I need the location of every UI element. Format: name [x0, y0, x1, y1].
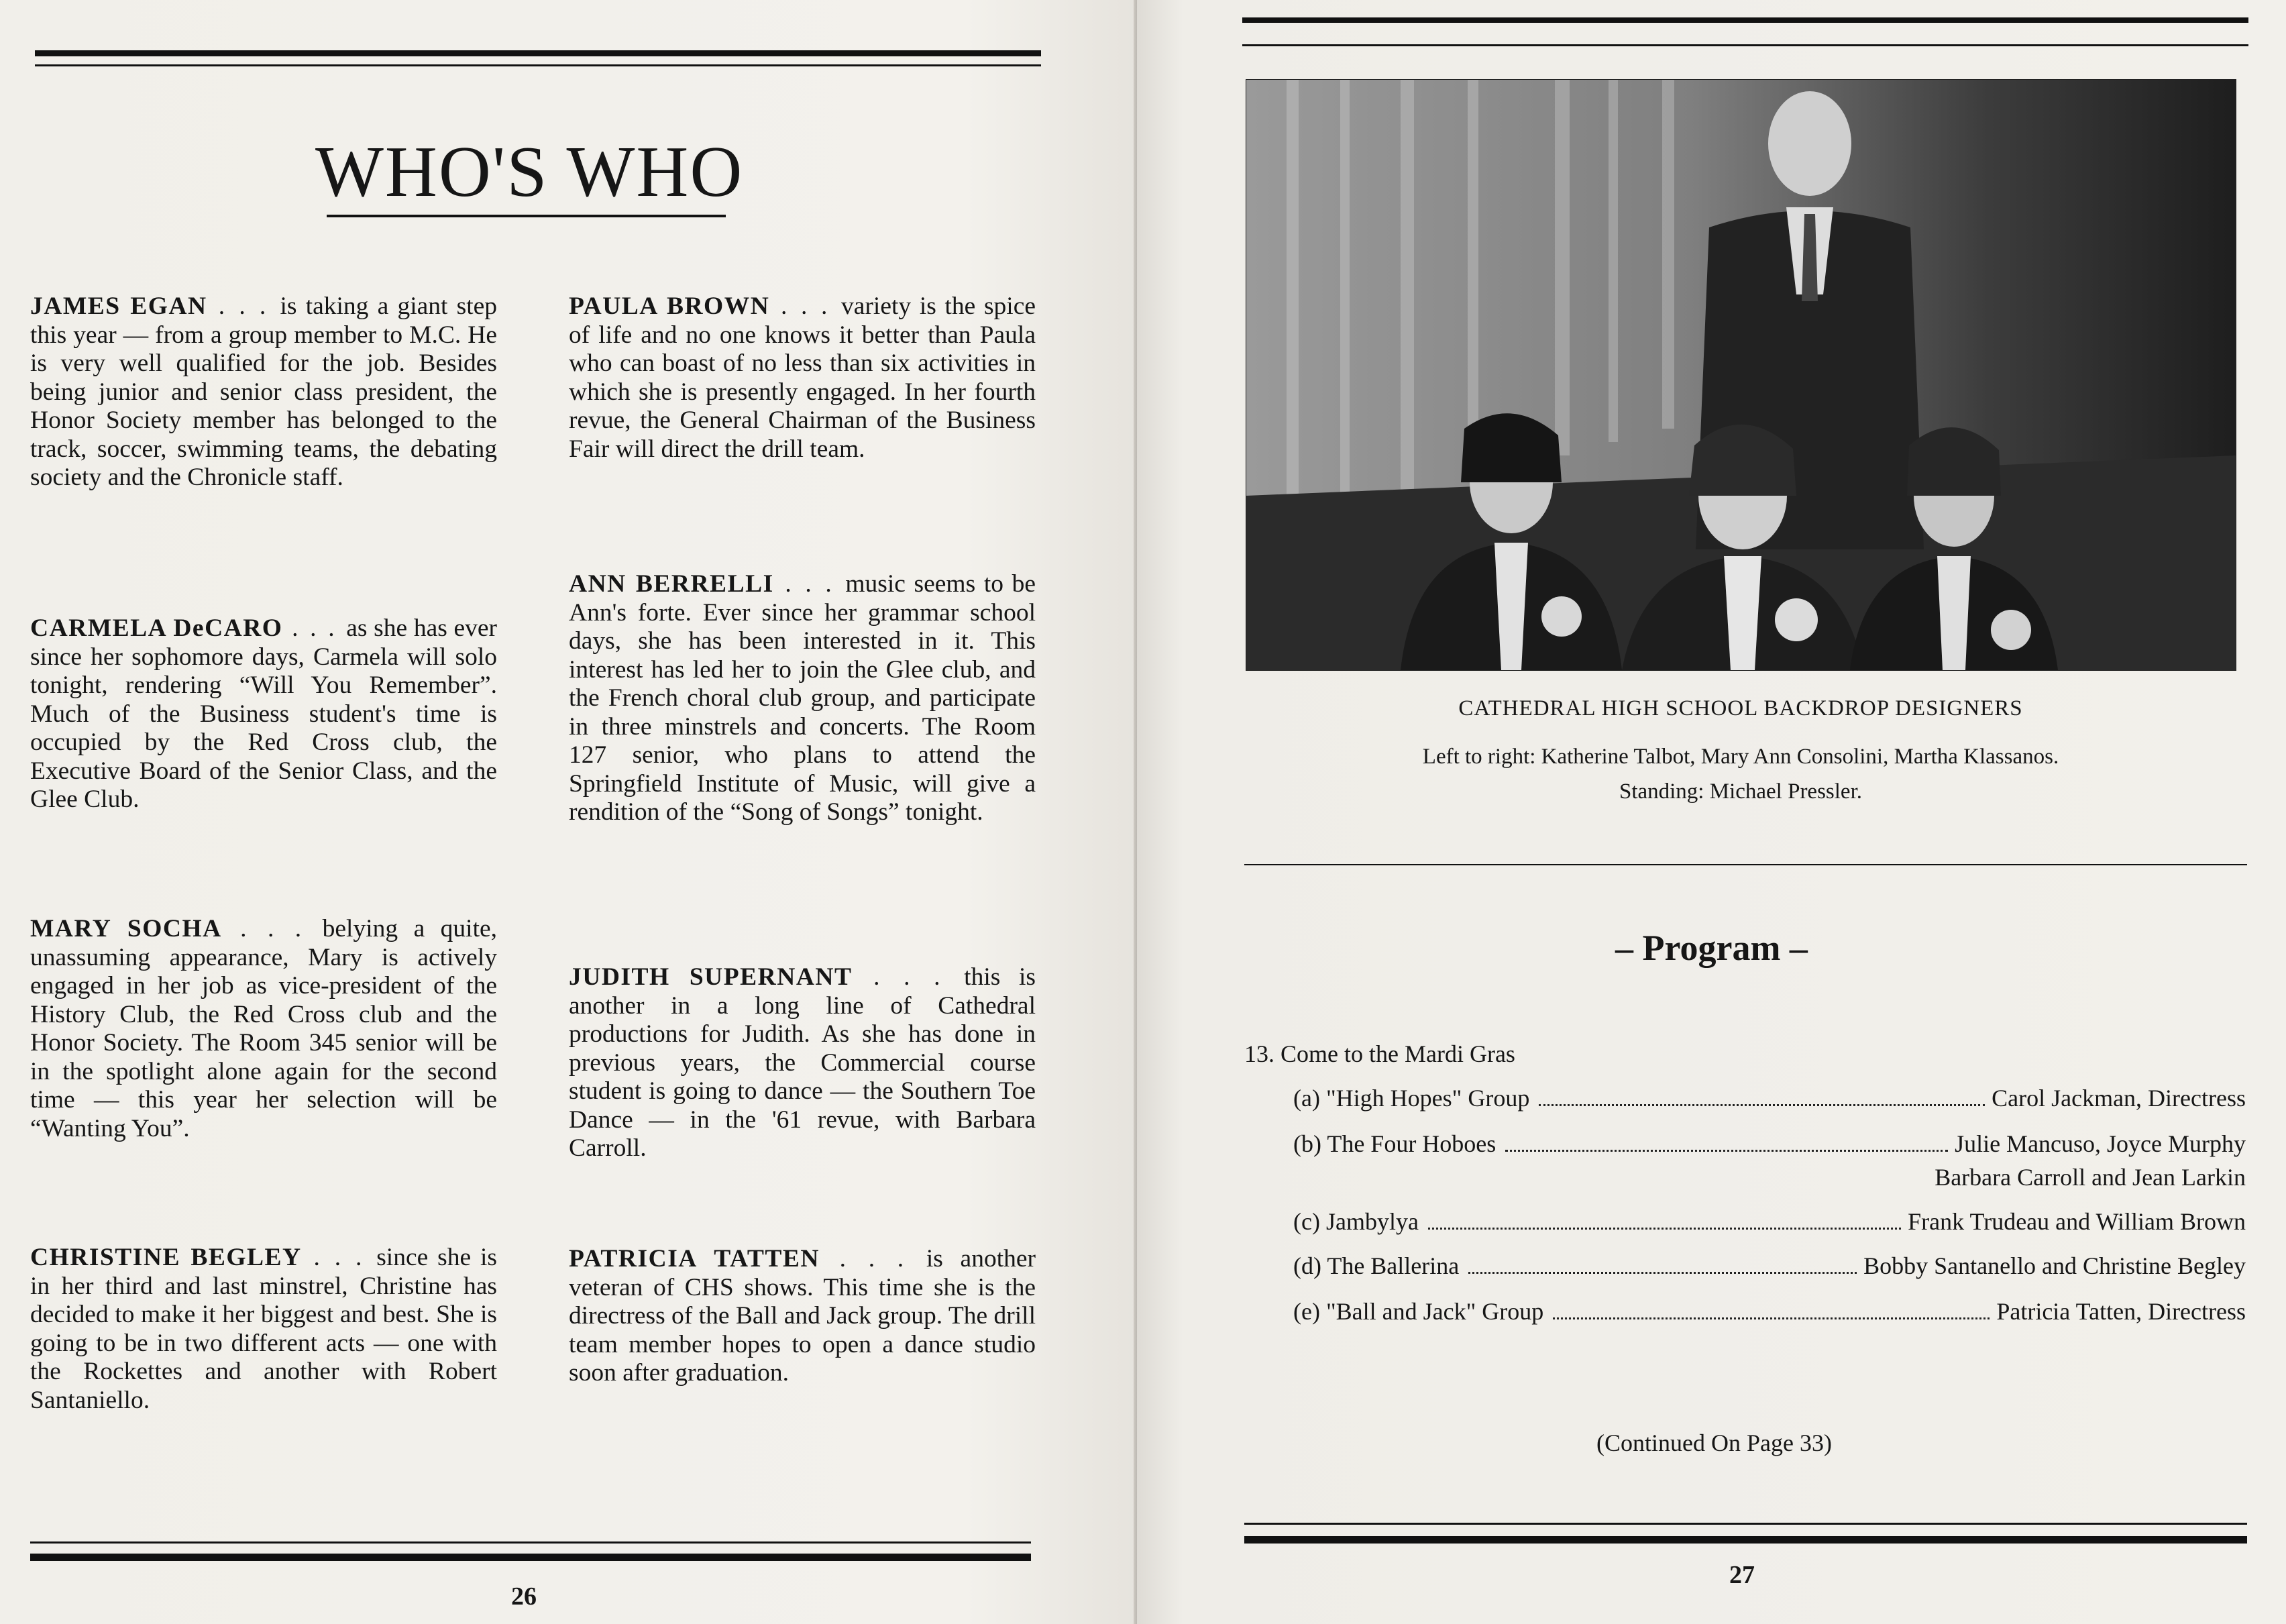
bio-text: is another veteran of CHS shows. This time she is the directress of the Ball and Jack group. The drill team member hopes to open a dance studio soon after graduation.	[569, 1245, 1036, 1387]
bio-text: since she is in her third and last minstrel, Christine has decided to make it her biggest and best. She is going to be in two different acts — one with the Rockettes and another with Robert Santaniello.	[30, 1244, 497, 1414]
act-title: (a) "High Hopes" Group	[1293, 1085, 1530, 1112]
top-rule-thin	[1242, 44, 2248, 46]
continued-note: (Continued On Page 33)	[1596, 1429, 1832, 1456]
dot-leader	[1553, 1317, 1990, 1319]
page-title: WHO'S WHO	[315, 132, 744, 212]
bio-entry: JUDITH SUPERNANT . . . this is another in a long line of Cathedral productions for Judith. As she has done in previous years, the Commercial course student is going to dance — the Southern Toe Dance — in the '61 revue, with Barbara Carroll.	[569, 963, 1036, 1162]
left-page	[0, 0, 1137, 1624]
bio-text: this is another in a long line of Cathedral productions for Judith. As she has done in previous years, the Commercial course student is going to dance — the Southern Toe Dance — in the '61 revue, with Barbara Carroll.	[569, 963, 1036, 1162]
photo-caption-title: CATHEDRAL HIGH SCHOOL BACKDROP DESIGNERS	[1458, 696, 2023, 720]
title-underline	[327, 215, 726, 217]
top-rule-thick	[1242, 17, 2248, 23]
bio-name: PATRICIA TATTEN	[569, 1245, 820, 1273]
photo-caption-names: Left to right: Katherine Talbot, Mary Ann Consolini, Martha Klassanos.	[1422, 745, 2059, 769]
bottom-rule-thin	[30, 1541, 1031, 1544]
page-number: 27	[1729, 1561, 1755, 1589]
bio-text: variety is the spice of life and no one knows it better than Paula who can boast of no less than six activities in which she is presently engaged. In her fourth revue, the General Chairman of the Business Fair will direct the drill team.	[569, 292, 1036, 463]
dot-leader	[1468, 1272, 1857, 1274]
bio-name: MARY SOCHA	[30, 915, 222, 942]
program-item-13: 13. Come to the Mardi Gras	[1244, 1040, 1515, 1067]
dot-leader	[1505, 1150, 1948, 1152]
bio-entry: JAMES EGAN . . . is taking a giant step this year — from a group member to M.C. He is very well qualified for the job. Besides being junior and senior class president, the Honor Society member has belonged to the track, soccer, swimming teams, the debating society and the Chronicle staff.	[30, 292, 498, 491]
bio-text: music seems to be Ann's forte. Ever since her grammar school days, she has been interested in it. This interest has led her to join the Glee club, and the French choral club group, and participate in three minstrels and concerts. The Room 127 senior, who plans to attend the Springfield Institute of Music, will give a rendition of the “Song of Songs” tonight.	[569, 570, 1036, 826]
top-rule-thin	[35, 64, 1041, 66]
act-title: (b) The Four Hoboes	[1293, 1130, 1496, 1157]
program-heading: – Program –	[1615, 928, 1808, 968]
program-row	[1293, 1297, 2246, 1325]
top-rule-thick	[35, 50, 1041, 56]
bio-text: is taking a giant step this year — from a group member to M.C. He is very well qualified for the job. Besides being junior and senior class president, the Honor Society member has belonged to the track, soccer, swimming teams, the debating society and the Chronicle staff.	[30, 292, 498, 491]
bio-text: as she has ever since her sophomore days, Carmela will solo tonight, rendering “Will You Remember”. Much of the Business student's time is occupied by the Red Cross club, the Executive Board of the Senior Class, and the Glee Club.	[30, 614, 497, 813]
dot-leader	[1539, 1104, 1985, 1106]
bottom-rule-thin	[1244, 1523, 2247, 1525]
page-number: 26	[511, 1582, 537, 1611]
bio-entry: CARMELA DeCARO . . . as she has ever since her sophomore days, Carmela will solo tonight, rendering “Will You Remember”. Much of the Business student's time is occupied by the Red Cross club, the Executive Board of the Senior Class, and the Glee Club.	[30, 614, 497, 813]
act-performers-continued: Barbara Carroll and Jean Larkin	[1935, 1164, 2246, 1191]
act-performers: Julie Mancuso, Joyce Murphy	[1955, 1130, 2246, 1157]
program-row	[1293, 1130, 2246, 1158]
act-performers: Bobby Santanello and Christine Begley	[1863, 1252, 2246, 1279]
bio-entry: ANN BERRELLI . . . music seems to be Ann's forte. Ever since her grammar school days, she has been interested in it. This interest has led her to join the Glee club, and the French choral club group, and participate in three minstrels and concerts. The Room 127 senior, who plans to attend the Springfield Institute of Music, will give a rendition of the “Song of Songs” tonight.	[569, 570, 1036, 826]
section-divider	[1244, 864, 2247, 865]
act-title: (c) Jambylya	[1293, 1208, 1419, 1235]
program-row	[1293, 1084, 2246, 1112]
bio-name: ANN BERRELLI	[569, 570, 774, 598]
group-photo	[1246, 79, 2236, 671]
photo-illustration	[1246, 80, 2236, 670]
bio-entry: PAULA BROWN . . . variety is the spice of life and no one knows it better than Paula who can boast of no less than six activities in which she is presently engaged. In her fourth revue, the General Chairman of the Business Fair will direct the drill team.	[569, 292, 1036, 463]
bio-name: CHRISTINE BEGLEY	[30, 1244, 302, 1271]
act-performers: Carol Jackman, Directress	[1992, 1085, 2246, 1112]
bottom-rule-thick	[1244, 1536, 2247, 1544]
bio-name: JUDITH SUPERNANT	[569, 963, 853, 991]
act-performers: Frank Trudeau and William Brown	[1908, 1208, 2246, 1235]
act-performers: Patricia Tatten, Directress	[1996, 1298, 2246, 1325]
act-title: (d) The Ballerina	[1293, 1252, 1460, 1279]
bio-entry: MARY SOCHA . . . belying a quite, unassuming appearance, Mary is actively engaged in her job as vice-president of the History Club, the Red Cross club and the Honor Society. The Room 345 senior will be in the spotlight alone again for the second time — this year her selection will be “Wanting You”.	[30, 915, 498, 1142]
bio-name: CARMELA DeCARO	[30, 614, 283, 642]
photo-caption-standing: Standing: Michael Pressler.	[1619, 779, 1863, 804]
bio-name: JAMES EGAN	[30, 292, 207, 320]
bio-name: PAULA BROWN	[569, 292, 770, 320]
program-row	[1293, 1252, 2246, 1280]
bio-text: belying a quite, unassuming appearance, Mary is actively engaged in her job as vice-president of the History Club, the Red Cross club and the Honor Society. The Room 345 senior will be in the spotlight alone again for the second time — this year her selection will be “Wanting You”.	[30, 915, 498, 1142]
bio-entry: PATRICIA TATTEN . . . is another veteran of CHS shows. This time she is the directress of the Ball and Jack group. The drill team member hopes to open a dance studio soon after graduation.	[569, 1245, 1036, 1387]
bottom-rule-thick	[30, 1554, 1031, 1561]
act-title: (e) "Ball and Jack" Group	[1293, 1298, 1544, 1325]
program-row	[1293, 1207, 2246, 1236]
dot-leader	[1428, 1228, 1901, 1230]
bio-entry: CHRISTINE BEGLEY . . . since she is in her third and last minstrel, Christine has decided to make it her biggest and best. She is going to be in two different acts — one with the Rockettes and another with Robert Santaniello.	[30, 1244, 497, 1414]
